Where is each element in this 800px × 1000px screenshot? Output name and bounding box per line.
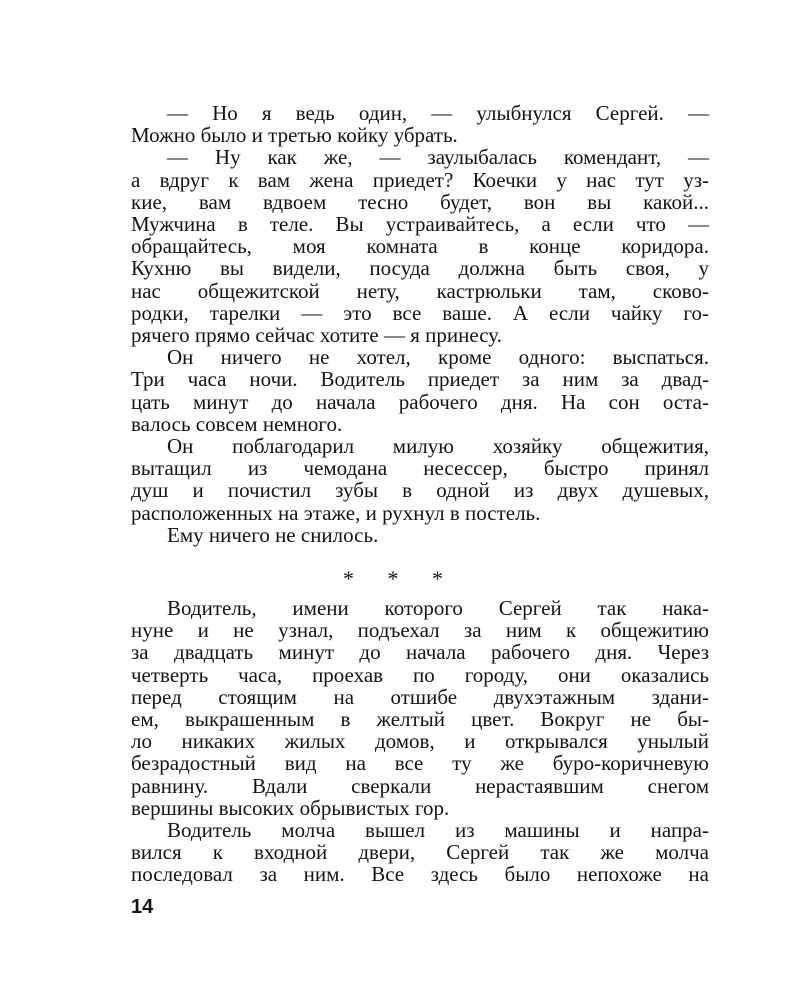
text-line: Он поблагодарил милую хозяйку общежития,	[167, 434, 709, 459]
text-line: — Ну как же, — заулыбалась комендант, —	[167, 145, 709, 170]
text-line: обращайтесь, моя комната в конце коридора.	[131, 234, 709, 259]
text-line: душ и почистил зубы в одной из двух душевых,	[131, 478, 709, 503]
paragraph-4	[131, 435, 709, 524]
text-block-after-break	[131, 597, 709, 886]
text-line: вершины высоких обрывистых гор.	[131, 795, 450, 820]
text-line: ем, выкрашенным в желтый цвет. Вокруг не бы-	[131, 707, 709, 732]
text-line: кие, вам вдвоем тесно будет, вон вы какой...	[131, 189, 709, 214]
text-line: безрадостный вид на все ту же буро-коричневую	[131, 751, 709, 776]
paragraph-7	[131, 819, 709, 886]
text-line: вился к входной двери, Сергей так же молча	[131, 840, 709, 865]
text-line: Водитель молча вышел из машины и напра-	[167, 818, 709, 843]
text-line: нуне и не узнал, подъехал за ним к общежитию	[131, 618, 709, 643]
section-separator: * * *	[343, 566, 457, 591]
text-line: а вдруг к вам жена приедет? Коечки у нас тут уз-	[131, 167, 709, 192]
text-line: за двадцать минут до начала рабочего дня. Через	[131, 640, 709, 665]
text-line: цать минут до начала рабочего дня. На сон оста-	[131, 389, 709, 414]
text-line: родки, тарелки — это все ваше. А если чайку го-	[131, 300, 709, 325]
paragraph-3	[131, 346, 709, 435]
text-line: перед стоящим на отшибе двухэтажным здани-	[131, 684, 709, 709]
paragraph-6	[131, 597, 709, 819]
page-number: 14	[131, 896, 154, 918]
text-line: последовал за ним. Все здесь было непохоже на	[131, 862, 709, 887]
paragraph-5	[131, 524, 709, 546]
text-line: Он ничего не хотел, кроме одного: выспаться.	[167, 345, 709, 370]
text-line: — Но я ведь один, — улыбнулся Сергей. —	[167, 101, 709, 125]
text-line: ло никаких жилых домов, и открывался унылый	[131, 729, 709, 754]
text-line: Три часа ночи. Водитель приедет за ним за двад-	[131, 367, 709, 392]
text-line: четверть часа, проехав по городу, они оказались	[131, 662, 709, 687]
text-line: Можно было и третью койку убрать.	[131, 123, 458, 148]
text-block-before-break	[131, 102, 709, 546]
text-line: рячего прямо сейчас хотите — я принесу.	[131, 323, 502, 348]
text-line: Водитель, имени которого Сергей так нака-	[167, 596, 709, 620]
text-line: Кухню вы видели, посуда должна быть своя, у	[131, 256, 709, 281]
text-line: вытащил из чемодана несессер, быстро принял	[131, 456, 709, 481]
text-line: валось совсем немного.	[131, 411, 343, 436]
text-line: равнину. Вдали сверкали нерастаявшим снегом	[131, 773, 709, 798]
text-line: Мужчина в теле. Вы устраивайтесь, а если что —	[131, 212, 709, 237]
text-line: Ему ничего не снилось.	[167, 522, 379, 547]
text-line: нас общежитской нету, кастрюльки там, сково-	[131, 278, 709, 303]
paragraph-2	[131, 146, 709, 346]
paragraph-1	[131, 102, 709, 146]
text-line: расположенных на этаже, и рухнул в постель.	[131, 500, 541, 525]
